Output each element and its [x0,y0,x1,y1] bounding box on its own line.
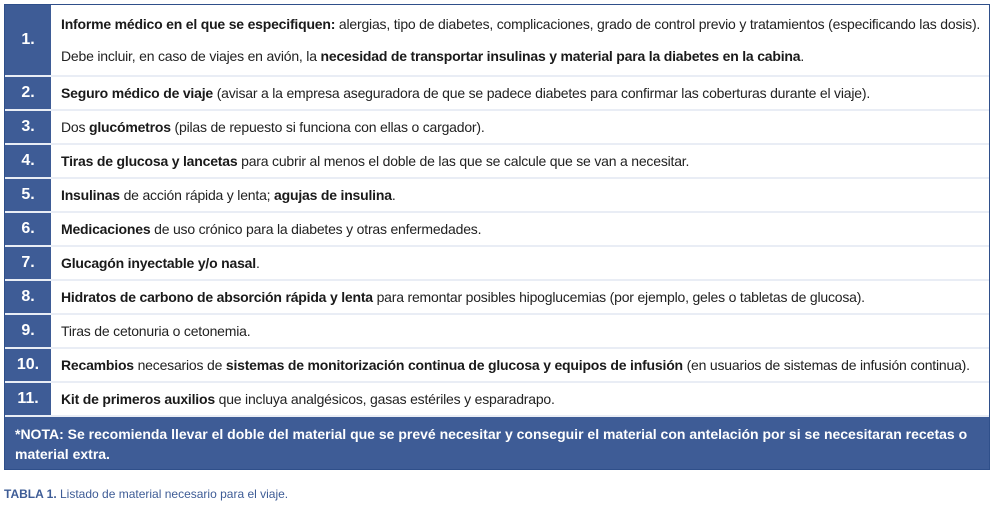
row-number: 1. [5,5,51,77]
table-row [5,111,989,145]
row-content [51,315,989,349]
row-content [51,247,989,281]
row-line [61,13,983,35]
row-bold-text: Informe médico en el que se especifiquen: [61,16,336,32]
row-content [51,5,989,77]
row-text: que incluya analgésicos, gasas estériles y esparadrapo. [214,391,555,407]
row-text: de acción rápida y lenta; [119,187,275,203]
table-row [5,349,989,383]
row-text: Dos [61,119,89,135]
row-text: (en usuarios de sistemas de infusión continua). [682,357,970,373]
row-text: Debe incluir, en caso de viajes en avión, la [61,48,321,64]
row-content [51,213,989,247]
caption-label: TABLA 1. [4,487,57,501]
row-line [61,45,983,67]
table-row [5,247,989,281]
row-text: para cubrir al menos el doble de las que se calcule que se van a necesitar. [237,153,690,169]
note-row [5,417,989,469]
row-number: 11. [5,383,51,417]
table-row [5,383,989,417]
row-bold-text: Tiras de glucosa y lancetas [61,153,238,169]
row-text: necesarios de [133,357,226,373]
table-caption [4,487,288,501]
table-row [5,315,989,349]
row-content [51,77,989,111]
caption-text: Listado de material necesario para el viaje. [56,487,289,501]
table-row [5,77,989,111]
row-bold-text: Recambios [61,357,134,373]
row-number: 3. [5,111,51,145]
table-row [5,145,989,179]
row-text: Tiras de cetonuria o cetonemia. [61,323,251,339]
row-bold-text: Kit de primeros auxilios [61,391,215,407]
row-number: 6. [5,213,51,247]
row-text: para remontar posibles hipoglucemias (por ejemplo, geles o tabletas de glucosa). [372,289,865,305]
note-text: *NOTA: Se recomienda llevar el doble del material que se prevé necesitar y conseguir el material con antelación por si se necesitaran recetas o material extra. [5,417,989,469]
row-bold-text: Medicaciones [61,221,151,237]
row-content [51,349,989,383]
material-table [5,5,989,469]
row-content [51,179,989,213]
row-bold-text: Hidratos de carbono de absorción rápida y lenta [61,289,373,305]
row-text: (avisar a la empresa aseguradora de que se padece diabetes para confirmar las coberturas durante el viaje). [213,85,871,101]
row-content [51,383,989,417]
row-text: de uso crónico para la diabetes y otras enfermedades. [150,221,482,237]
row-bold-text: sistemas de monitorización continua de glucosa y equipos de infusión [225,357,683,373]
table-row [5,179,989,213]
row-bold-text: Glucagón inyectable y/o nasal [61,255,256,271]
row-bold-text: glucómetros [89,119,171,135]
row-text: alergias, tipo de diabetes, complicaciones, grado de control previo y tratamientos (especificando las dosis). [335,16,981,32]
travel-material-table [4,4,990,470]
row-number: 10. [5,349,51,383]
row-number: 5. [5,179,51,213]
row-number: 9. [5,315,51,349]
row-content [51,281,989,315]
row-content [51,111,989,145]
row-number: 4. [5,145,51,179]
row-bold-text: Insulinas [61,187,120,203]
row-number: 2. [5,77,51,111]
row-bold-text: agujas de insulina [274,187,392,203]
row-bold-text: necesidad de transportar insulinas y material para la diabetes en la cabina [320,48,801,64]
row-text: . [800,48,805,64]
row-bold-text: Seguro médico de viaje [61,85,213,101]
table-row [5,213,989,247]
table-row [5,5,989,77]
table-row [5,281,989,315]
row-number: 8. [5,281,51,315]
row-text: (pilas de repuesto si funciona con ellas o cargador). [170,119,485,135]
row-number: 7. [5,247,51,281]
row-text: . [255,255,260,271]
row-text: . [391,187,396,203]
row-content [51,145,989,179]
